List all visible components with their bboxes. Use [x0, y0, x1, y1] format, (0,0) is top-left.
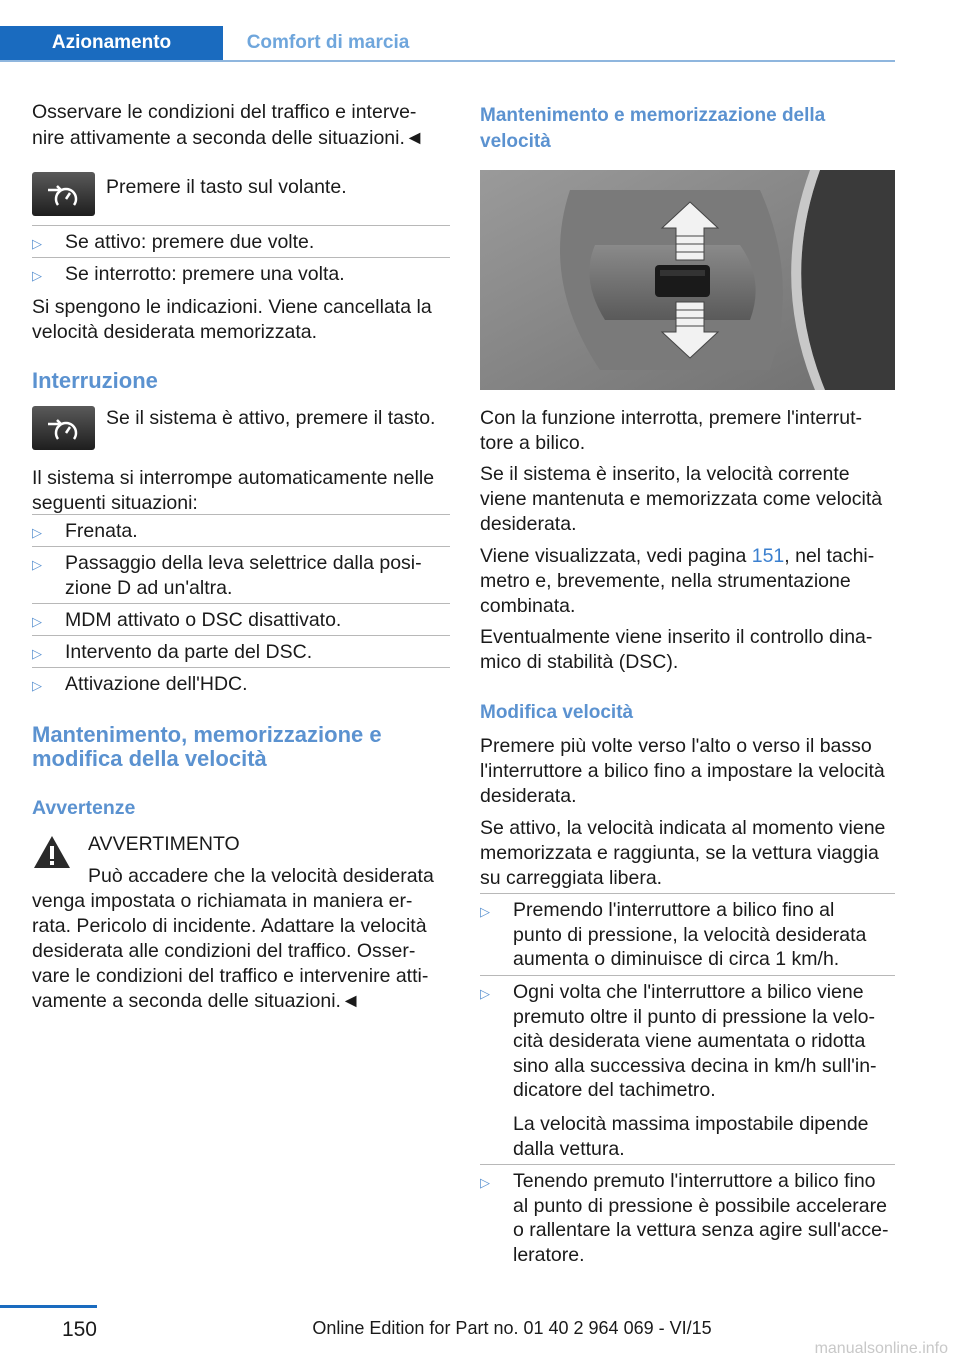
list-item: ▷ Premendo l'interruttore a bilico fino al punto di pressione, la velocità desiderata aumenta o diminuisce di circa 1 km/h. — [480, 899, 867, 970]
warning-line: rata. Pericolo di incidente. Adattare la velocità — [32, 915, 427, 937]
separator — [32, 603, 450, 604]
separator — [32, 514, 450, 515]
bullet-triangle-icon: ▷ — [480, 904, 490, 919]
para-line: memorizzata e raggiunta, se la vettura viaggia — [480, 842, 879, 864]
header-divider — [0, 60, 895, 62]
para-line: viene mantenuta e memorizzata come velocità — [480, 488, 883, 510]
sub-para-line: La velocità massima impostabile dipende — [513, 1113, 869, 1135]
intro-line-1: Osservare le condizioni del traffico e interve‐ — [32, 101, 417, 123]
para-line: Se attivo, la velocità indicata al momento viene — [480, 817, 886, 839]
bullet-triangle-icon: ▷ — [32, 614, 42, 629]
page-reference-link[interactable]: 151 — [751, 545, 785, 567]
heading-mantenimento-memorizzazione-line-2: velocità — [480, 131, 551, 152]
heading-modifica-velocita: Modifica velocità — [480, 702, 634, 723]
para-line: Si spengono le indicazioni. Viene cancellata la — [32, 296, 432, 318]
separator — [480, 893, 895, 894]
interruzione-text: Se il sistema è attivo, premere il tasto. — [106, 407, 436, 429]
warning-line: vamente a seconda delle situazioni.◄ — [32, 990, 361, 1012]
bullet-triangle-icon: ▷ — [32, 525, 42, 540]
list-item: ▷ MDM attivato o DSC disattivato. — [32, 608, 450, 635]
warning-line: venga impostata o richiamata in maniera er‐ — [32, 890, 413, 912]
bullet-triangle-icon: ▷ — [32, 646, 42, 661]
list-item: ▷ Frenata. — [32, 519, 450, 546]
warning-line: desiderata alle condizioni del traffico. Osser‐ — [32, 940, 416, 962]
press-button-text: Premere il tasto sul volante. — [106, 176, 347, 198]
para-line: velocità desiderata memorizzata. — [32, 321, 318, 343]
bullet-triangle-icon: ▷ — [32, 236, 42, 251]
para-line: metro e, brevemente, nella strumentazione — [480, 570, 851, 592]
steering-wheel-rocker-switch-image — [480, 170, 895, 390]
heading-mantenimento-line-2: modifica della velocità — [32, 746, 267, 771]
bullet-triangle-icon: ▷ — [32, 268, 42, 283]
para-line: Con la funzione interrotta, premere l'interrut‐ — [480, 407, 862, 429]
online-edition-text: Online Edition for Part no. 01 40 2 964 069 - VI/15 — [312, 1318, 712, 1338]
para-line: l'interruttore a bilico fino a impostare la velocità — [480, 760, 885, 782]
para-line: tore a bilico. — [480, 432, 586, 454]
separator — [480, 975, 895, 976]
cruise-control-button-icon — [32, 172, 95, 216]
heading-mantenimento-memorizzazione-line-1: Mantenimento e memorizzazione della — [480, 105, 826, 126]
warning-title: AVVERTIMENTO — [88, 833, 240, 855]
watermark: manualsonline.info — [814, 1340, 948, 1357]
para-line: Premere più volte verso l'alto o verso il basso — [480, 735, 872, 757]
sub-para-line: dalla vettura. — [513, 1138, 625, 1160]
para-line: Eventualmente viene inserito il controllo dina‐ — [480, 626, 873, 648]
para-line: Il sistema si interrompe automaticamente nelle — [32, 467, 435, 489]
heading-mantenimento-line-1: Mantenimento, memorizzazione e — [32, 722, 382, 747]
bullet-triangle-icon: ▷ — [480, 986, 490, 1001]
para-line: Se il sistema è inserito, la velocità corrente — [480, 463, 850, 485]
bullet-triangle-icon: ▷ — [32, 557, 42, 572]
intro-line-2: nire attivamente a seconda delle situazioni.◄ — [32, 127, 425, 149]
heading-interruzione: Interruzione — [32, 368, 158, 393]
list-item: ▷ Se interrotto: premere una volta. — [32, 262, 450, 289]
page-number: 150 — [61, 1318, 97, 1341]
cruise-control-button-icon — [32, 406, 95, 450]
para-line: su carreggiata libera. — [480, 867, 663, 889]
para-line: mico di stabilità (DSC). — [480, 651, 679, 673]
bullet-triangle-icon: ▷ — [480, 1175, 490, 1190]
para-line: Viene visualizzata, vedi pagina 151, nel tachi‐ — [480, 545, 875, 567]
tab-azionamento[interactable]: Azionamento — [0, 26, 223, 60]
separator — [480, 1164, 895, 1165]
separator — [32, 225, 450, 226]
page-header — [0, 0, 960, 62]
para-line: combinata. — [480, 595, 576, 617]
warning-icon — [32, 834, 72, 870]
heading-avvertenze: Avvertenze — [32, 797, 136, 819]
para-line: desiderata. — [480, 513, 577, 535]
warning-line: Può accadere che la velocità desiderata — [88, 865, 434, 887]
list-item: ▷ Tenendo premuto l'interruttore a bilico fino al punto di pressione è possibile accelerare o rallentare la vettura senza agire sull'acce‐ leratore. — [480, 1170, 889, 1266]
separator — [32, 257, 450, 258]
separator — [32, 667, 450, 668]
bullet-triangle-icon: ▷ — [32, 678, 42, 693]
list-item: ▷ Passaggio della leva selettrice dalla posi‐ zione D ad un'altra. — [32, 552, 422, 599]
separator — [32, 546, 450, 547]
footer-accent-line — [0, 1305, 97, 1308]
para-line: desiderata. — [480, 785, 577, 807]
list-item: ▷ Intervento da parte del DSC. — [32, 640, 450, 667]
list-item: ▷ Attivazione dell'HDC. — [32, 672, 450, 699]
list-item: ▷ Se attivo: premere due volte. — [32, 230, 450, 257]
tab-comfort-di-marcia[interactable]: Comfort di marcia — [246, 32, 410, 53]
warning-line: vare le condizioni del traffico e intervenire atti‐ — [32, 965, 429, 987]
para-line: seguenti situazioni: — [32, 492, 198, 514]
separator — [32, 635, 450, 636]
list-item: ▷ Ogni volta che l'interruttore a bilico viene premuto oltre il punto di pressione la velo‐ cità desiderata viene aumentata o ridotta sino alla successiva decina in km/h sull'in‐ dicatore del tachimetro. — [480, 981, 877, 1101]
